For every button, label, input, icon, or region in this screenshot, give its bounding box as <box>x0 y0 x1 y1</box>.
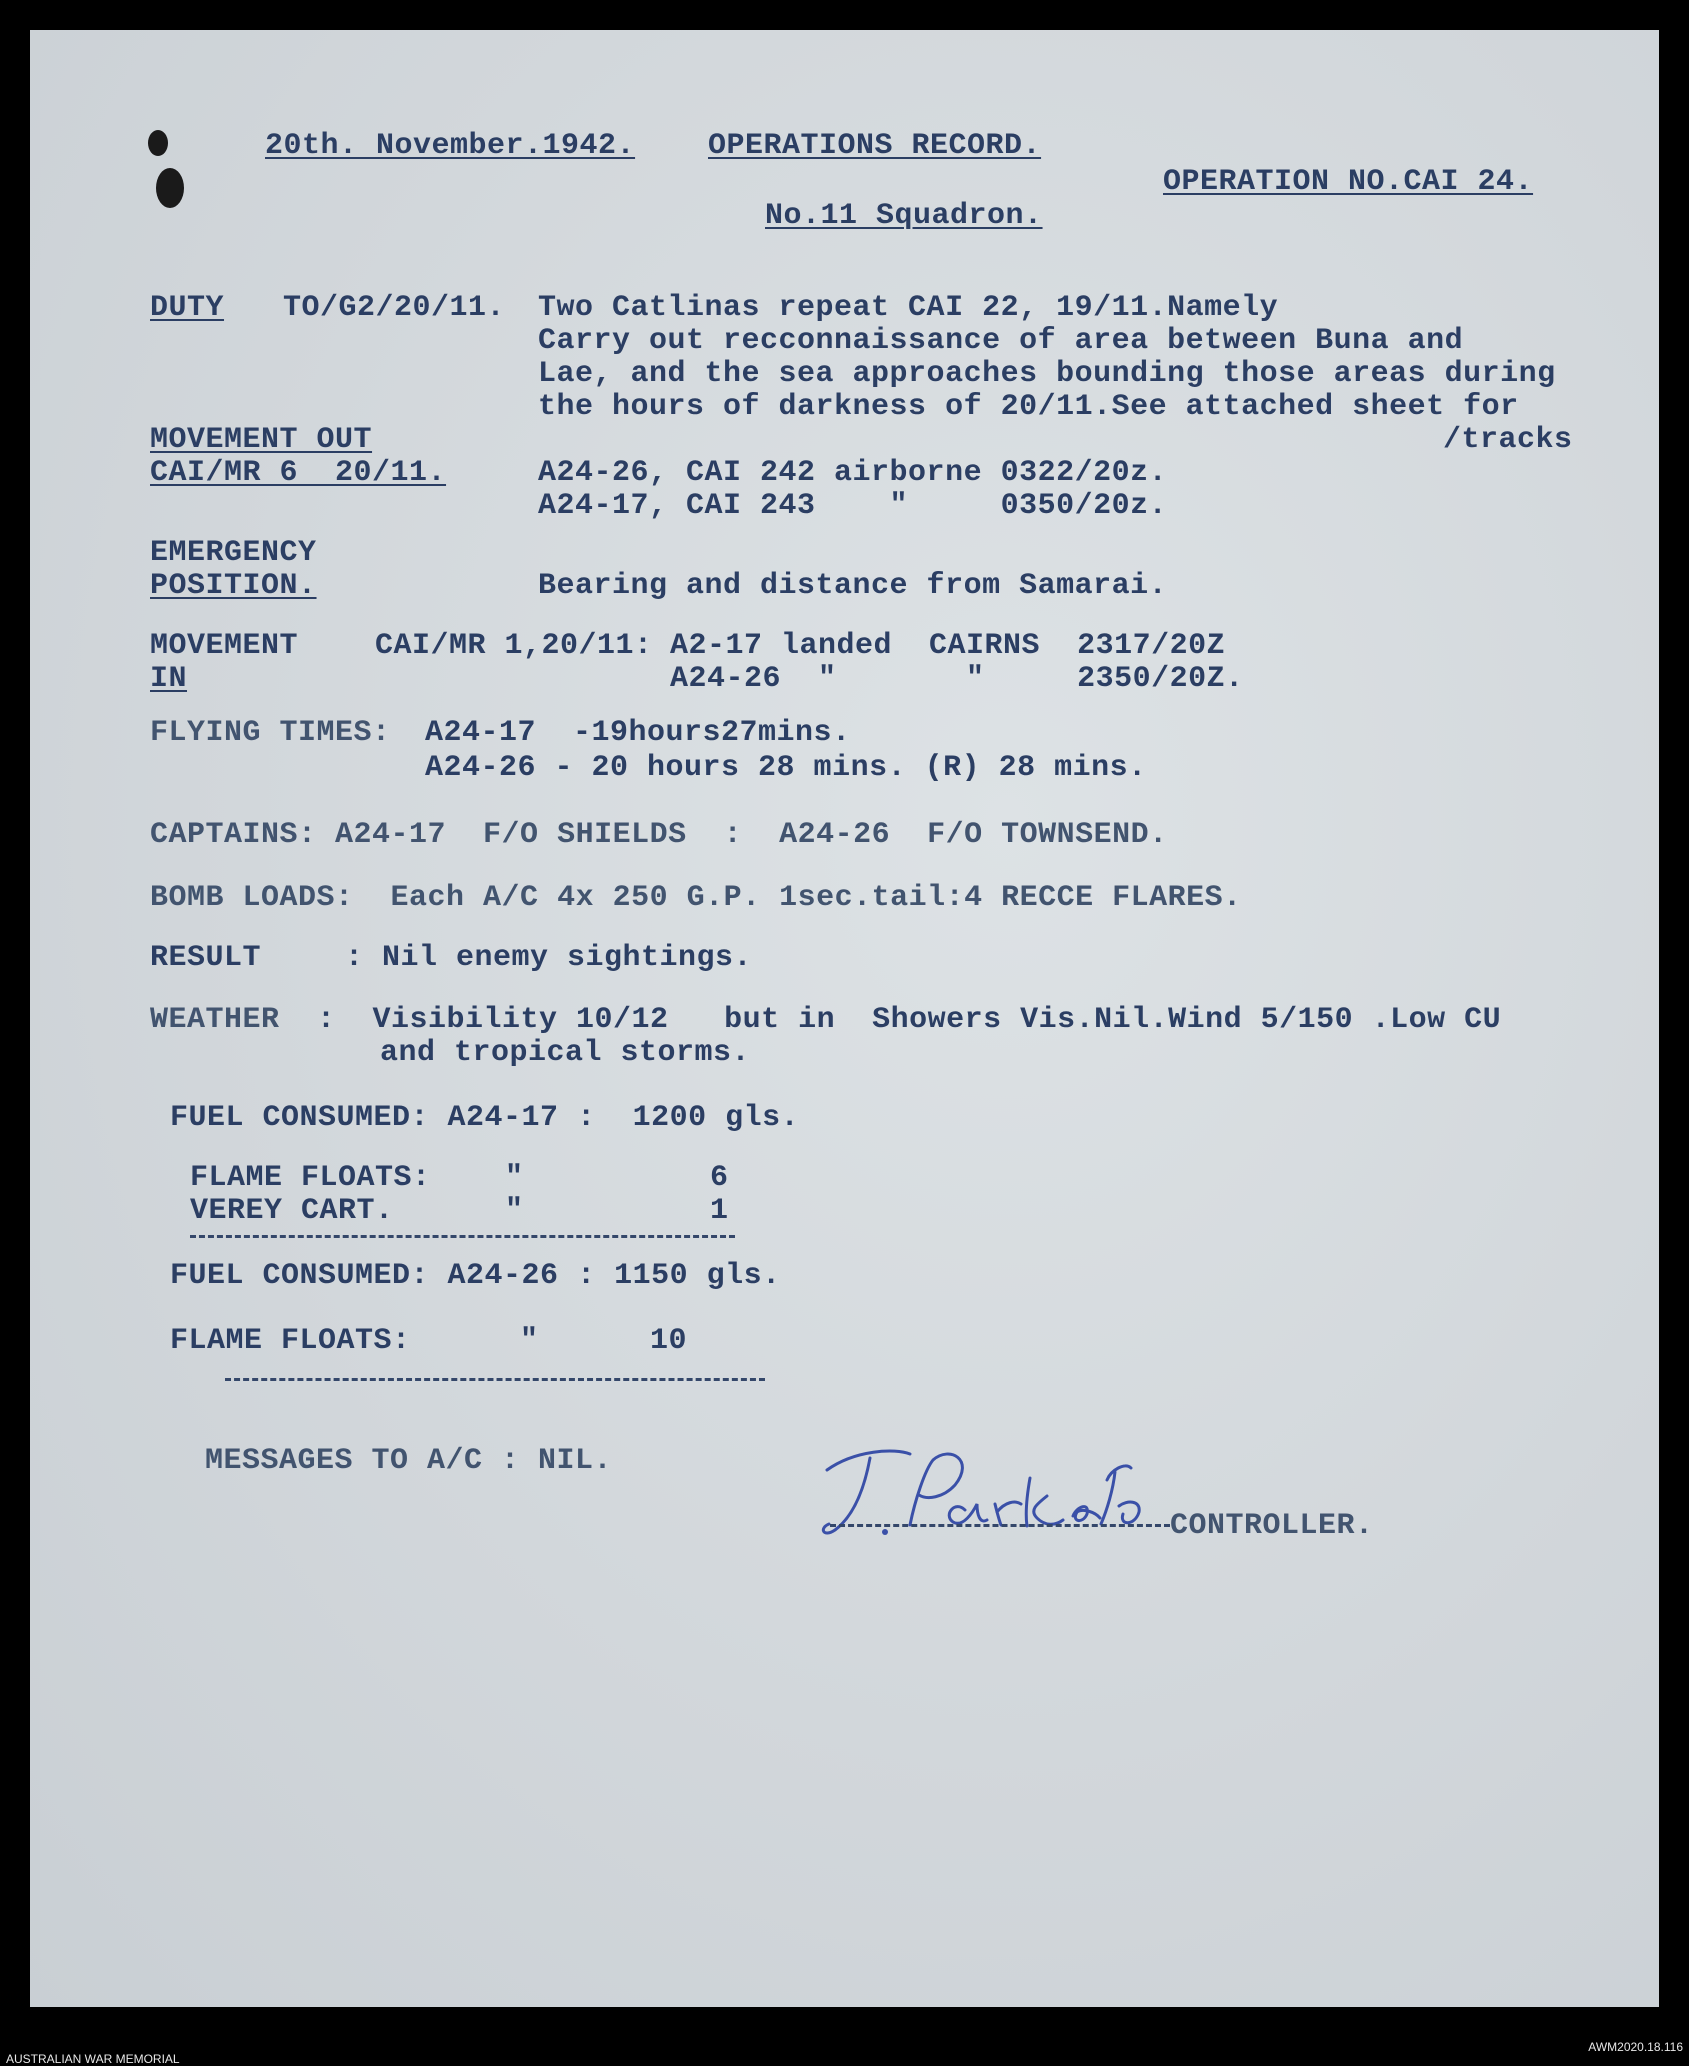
flame-floats-label: FLAME FLOATS: <box>190 1161 431 1195</box>
movement-in-label: MOVEMENT <box>150 629 299 663</box>
document-page <box>30 30 1659 2007</box>
punch-hole <box>148 130 168 156</box>
duty-line: Two Catlinas repeat CAI 22, 19/11.Namely <box>538 291 1279 325</box>
flame-floats-value: 10 <box>650 1324 688 1358</box>
flying-times-label: FLYING TIMES: <box>150 716 391 750</box>
squadron-name: No.11 Squadron. <box>765 199 1043 233</box>
movement-out-ref: CAI/MR 6 20/11. <box>150 456 447 490</box>
movement-in-line: A2-17 landed CAIRNS 2317/20Z <box>670 629 1226 663</box>
emergency-label: POSITION. <box>150 569 317 603</box>
dashed-divider <box>225 1378 765 1381</box>
signature-line <box>830 1524 1170 1527</box>
captains-line: CAPTAINS: A24-17 F/O SHIELDS : A24-26 F/O TOWNSEND. <box>150 818 1168 852</box>
record-title: OPERATIONS RECORD. <box>708 129 1042 163</box>
movement-in-label: IN <box>150 662 188 696</box>
movement-out-line: A24-26, CAI 242 airborne 0322/20z. <box>538 456 1168 490</box>
duty-label: DUTY <box>150 291 225 325</box>
dashed-divider <box>190 1235 735 1238</box>
ditto-mark: " <box>520 1324 539 1358</box>
fuel-consumed-line: FUEL CONSUMED: A24-17 : 1200 gls. <box>170 1101 800 1135</box>
duty-line: the hours of darkness of 20/11.See attached sheet for <box>538 390 1519 424</box>
flame-floats-label: FLAME FLOATS: <box>170 1324 411 1358</box>
emergency-text: Bearing and distance from Samarai. <box>538 569 1168 603</box>
movement-out-label: MOVEMENT OUT <box>150 423 373 457</box>
verey-cart-label: VEREY CART. <box>190 1194 394 1228</box>
movement-out-line: A24-17, CAI 243 " 0350/20z. <box>538 489 1168 523</box>
punch-hole <box>156 168 184 208</box>
weather-line: and tropical storms. <box>380 1036 751 1070</box>
result-label: RESULT <box>150 941 262 975</box>
record-date: 20th. November.1942. <box>265 129 636 163</box>
movement-in-ref: CAI/MR 1,20/11: <box>375 629 653 663</box>
duty-line: /tracks <box>1443 423 1573 457</box>
fuel-consumed-line: FUEL CONSUMED: A24-26 : 1150 gls. <box>170 1259 781 1293</box>
verey-cart-value: 1 <box>710 1194 729 1228</box>
ditto-mark: " <box>505 1194 524 1228</box>
emergency-label: EMERGENCY <box>150 536 317 570</box>
signature-mark <box>815 1440 1175 1550</box>
flying-times-line: A24-17 -19hours27mins. <box>425 716 851 750</box>
signature-role: CONTROLLER. <box>1170 1509 1374 1543</box>
messages-line: MESSAGES TO A/C : NIL. <box>205 1444 613 1478</box>
archive-credit: AUSTRALIAN WAR MEMORIAL <box>6 2052 180 2066</box>
result-text: : Nil enemy sightings. <box>345 941 753 975</box>
duty-ref: TO/G2/20/11. <box>283 291 506 325</box>
flame-floats-value: 6 <box>710 1161 729 1195</box>
movement-in-line: A24-26 " " 2350/20Z. <box>670 662 1244 696</box>
ditto-mark: " <box>505 1161 524 1195</box>
weather-line: : Visibility 10/12 but in Showers Vis.Nil.Wind 5/150 .Low CU <box>317 1003 1502 1037</box>
flying-times-line: A24-26 - 20 hours 28 mins. (R) 28 mins. <box>425 751 1147 785</box>
operation-number: OPERATION NO.CAI 24. <box>1163 165 1534 199</box>
duty-line: Carry out recconnaissance of area between Buna and <box>538 324 1464 358</box>
duty-line: Lae, and the sea approaches bounding those areas during <box>538 357 1556 391</box>
bomb-loads-line: BOMB LOADS: Each A/C 4x 250 G.P. 1sec.tail:4 RECCE FLARES. <box>150 881 1242 915</box>
weather-label: WEATHER <box>150 1003 280 1037</box>
archive-reference: AWM2020.18.116 <box>1588 2040 1683 2054</box>
